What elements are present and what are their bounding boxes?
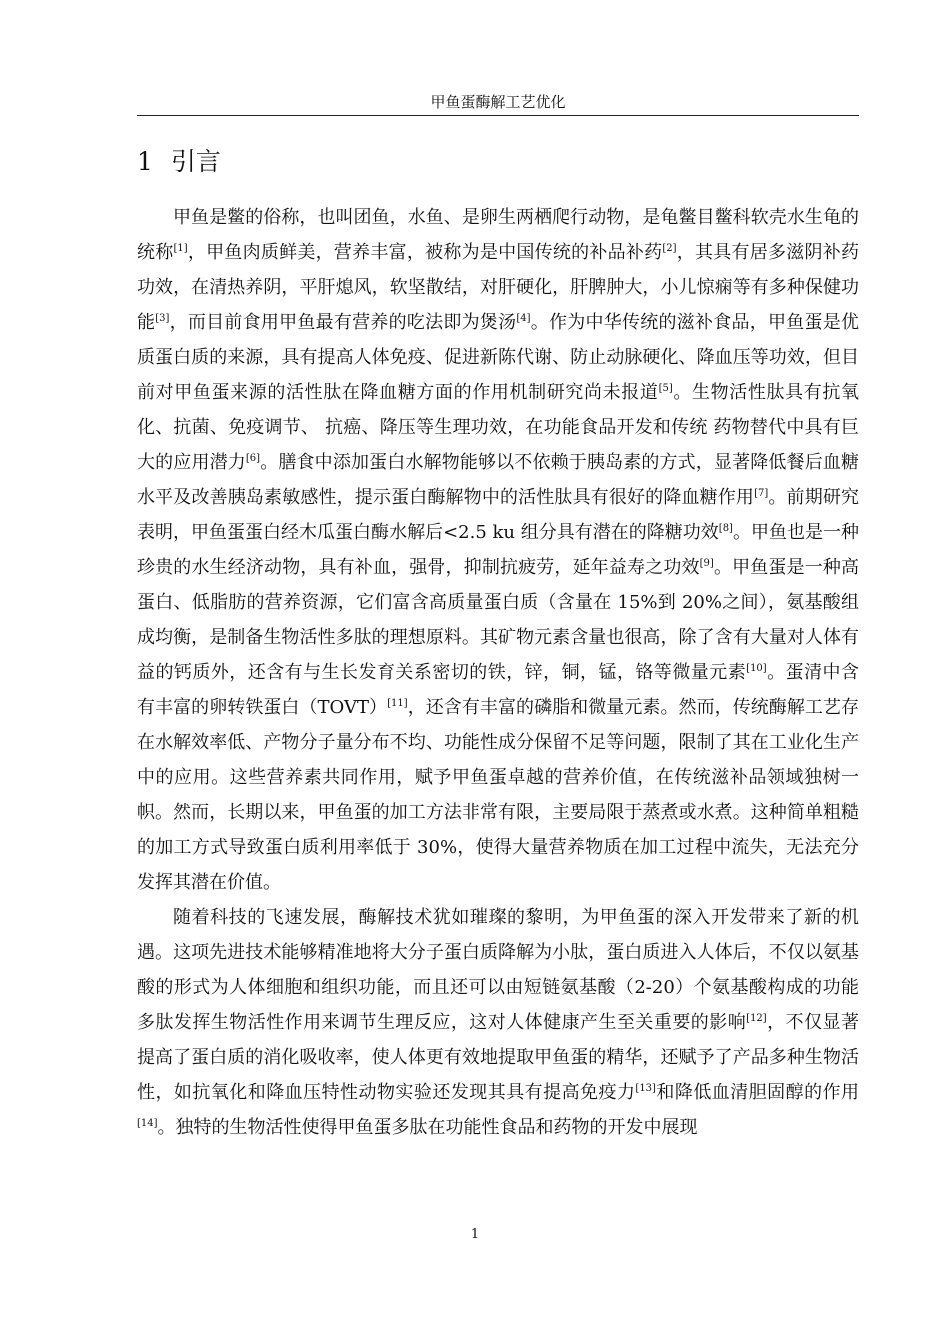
section-number: 1 [137,147,153,176]
text-run: 。生物活性肽具有抗氧化、抗菌、免疫调节、 抗癌、降压等生理功效，在功能食品开发和传统 药物替代中具有巨大的应用潜力 [137,382,860,473]
citation-ref: [8] [718,523,733,534]
running-header: 甲鱼蛋酶解工艺优化 [430,93,566,111]
text-run: ，甲鱼肉质鲜美，营养丰富，被称为是中国传统的补品补药 [187,242,663,263]
text-run: 。蛋清中含有丰富的卵转铁蛋白（TOVT） [137,662,860,718]
citation-ref: [4] [516,313,531,324]
citation-ref: [13] [635,1083,656,1094]
text-run: 和降低血清胆固醇的作用 [655,1082,860,1103]
text-run: ，其具有居多滋阴补药功效，在清热养阴，平肝熄风，软坚散结，对肝硬化，肝脾肿大，小儿惊痫等有多种保健功能 [137,242,860,333]
citation-ref: [5] [658,383,673,394]
citation-ref: [9] [699,558,714,569]
text-run: 。作为中华传统的滋补食品，甲鱼蛋是优质蛋白质的来源，具有提高人体免疫、促进新陈代谢、防止动脉硬化、降血压等功效，但目前对甲鱼蛋来源的活性肽在降血糖方面的作用机制研究尚未报道 [137,312,860,403]
header-rule [137,115,859,116]
citation-ref: [11] [387,698,408,709]
citation-ref: [7] [754,488,769,499]
citation-ref: [14] [137,1118,158,1129]
citation-ref: [12] [746,1013,767,1024]
citation-ref: [2] [662,243,677,254]
page-number: 1 [470,1227,480,1242]
text-run: 。独特的生物活性使得甲鱼蛋多肽在功能性食品和药物的开发中展现 [157,1117,698,1138]
text-run: ，还含有丰富的磷脂和微量元素。然而，传统酶解工艺存在水解效率低、产物分子量分布不均、功能性成分保留不足等问题，限制了其在工业化生产中的应用。这些营养素共同作用，赋予甲鱼蛋卓越的营养价值，在传统滋补品领域独树一帜。然而，长期以来，甲鱼蛋的加工方法非常有限，主要局限于蒸煮或水煮。这种简单粗糙的加工方式导致蛋白质利用率低于 30%，使得大量营养物质在加工过程中流失，无法充分发挥其潜在价值。 [137,697,859,893]
text-run: 。甲鱼也是一种珍贵的水生经济动物，具有补血，强骨，抑制抗疲劳，延年益寿之功效 [137,522,860,578]
text-run: ，不仅显著提高了蛋白质的消化吸收率，使人体更有效地提取甲鱼蛋的精华，还赋予了产品多种生物活性，如抗氧化和降血压特性动物实验还发现其具有提高免疫力 [137,1012,860,1103]
section-title-text: 引言 [170,147,221,176]
citation-ref: [6] [245,453,261,464]
text-run: ，而目前食用甲鱼最有营养的吃法即为煲汤 [169,312,517,333]
section-heading [137,146,221,178]
paragraph [137,900,859,1145]
text-run: 甲鱼是鳖的俗称，也叫团鱼，水鱼、是卵生两栖爬行动物，是龟鳖目鳖科软壳水生龟的统称 [137,207,859,263]
citation-ref: [10] [746,663,767,674]
paragraph [137,200,859,900]
citation-ref: [1] [173,243,188,254]
text-run: 随着科技的飞速发展，酶解技术犹如璀璨的黎明，为甲鱼蛋的深入开发带来了新的机遇。这项先进技术能够精准地将大分子蛋白质降解为小肽，蛋白质进入人体后，不仅以氨基酸的形式为人体细胞和组织功能，而且还可以由短链氨基酸（2-20）个氨基酸构成的功能多肽发挥生物活性作用来调节生理反应，这对人体健康产生至关重要的影响 [137,907,859,1033]
text-run: 。前期研究表明，甲鱼蛋蛋白经木瓜蛋白酶水解后<2.5 ku 组分具有潜在的降糖功效 [137,487,859,543]
body-text [137,200,859,1145]
citation-ref: [3] [155,313,170,324]
text-run: 。膳食中添加蛋白水解物能够以不依赖于胰岛素的方式，显著降低餐后血糖水平及改善胰岛素敏感性，提示蛋白酶解物中的活性肽具有很好的降血糖作用 [137,452,860,508]
text-run: 。甲鱼蛋是一种高蛋白、低脂肪的营养资源，它们富含高质量蛋白质（含量在 15%到 20%之间），氨基酸组成均衡，是制备生物活性多肽的理想原料。其矿物元素含量也很高，除了含有大量对人体有益的钙质外，还含有与生长发育关系密切的铁，锌，铜，锰，铬等微量元素 [137,557,860,683]
